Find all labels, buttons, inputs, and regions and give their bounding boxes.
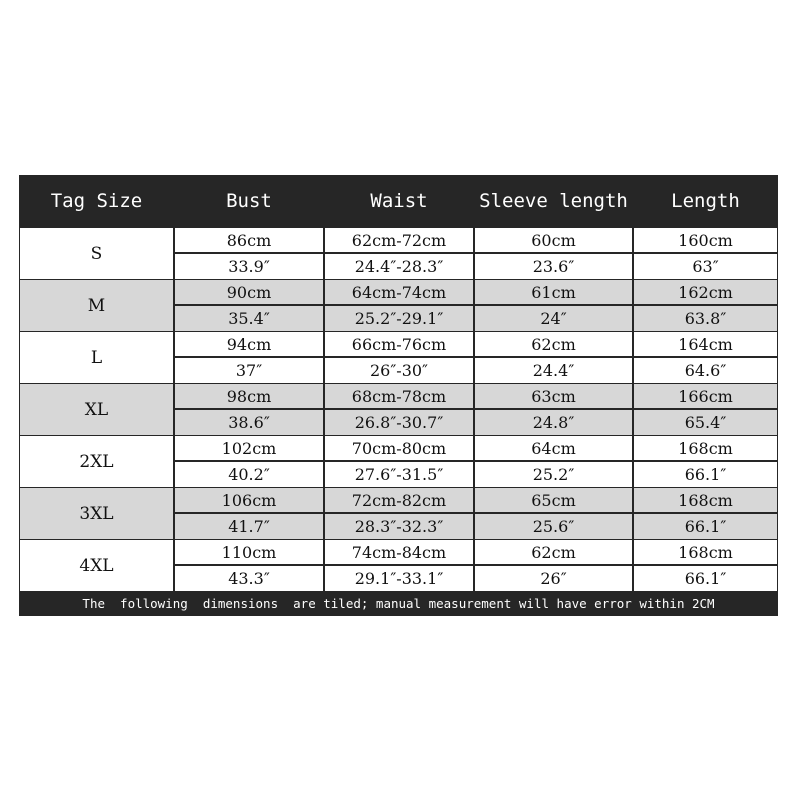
sleeve-cm-cell: 64cm	[475, 436, 632, 460]
length-cm-cell: 166cm	[634, 384, 777, 408]
header-row	[19, 175, 778, 227]
bust-cm-cell: 102cm	[175, 436, 323, 460]
bust-cm-cell: 110cm	[175, 540, 323, 564]
waist-inch-cell: 26″-30″	[325, 358, 473, 383]
waist-inch-cell: 24.4″-28.3″	[325, 254, 473, 279]
bust-cm-cell: 86cm	[175, 228, 323, 252]
length-inch-cell: 66.1″	[634, 566, 777, 591]
length-cm-cell: 168cm	[634, 540, 777, 564]
sleeve-cm-cell: 62cm	[475, 332, 632, 356]
waist-cm-cell: 68cm-78cm	[325, 384, 473, 408]
length-inch-cell: 63″	[634, 254, 777, 279]
waist-inch-cell: 25.2″-29.1″	[325, 306, 473, 331]
header-length: Length	[671, 190, 740, 212]
waist-cm-cell: 62cm-72cm	[325, 228, 473, 252]
waist-cm-cell: 70cm-80cm	[325, 436, 473, 460]
bust-cm-cell: 106cm	[175, 488, 323, 512]
tag-size-cell: 4XL	[20, 540, 173, 591]
header-bust: Bust	[226, 190, 272, 212]
sleeve-inch-cell: 25.2″	[475, 462, 632, 487]
waist-inch-cell: 28.3″-32.3″	[325, 514, 473, 539]
sleeve-cm-cell: 60cm	[475, 228, 632, 252]
bust-cm-cell: 94cm	[175, 332, 323, 356]
bust-inch-cell: 38.6″	[175, 410, 323, 435]
length-cm-cell: 160cm	[634, 228, 777, 252]
tag-size-cell: S	[20, 228, 173, 279]
waist-cm-cell: 72cm-82cm	[325, 488, 473, 512]
size-chart-table	[19, 175, 778, 616]
sleeve-cm-cell: 63cm	[475, 384, 632, 408]
bust-inch-cell: 37″	[175, 358, 323, 383]
tag-size-cell: XL	[20, 384, 173, 435]
length-inch-cell: 64.6″	[634, 358, 777, 383]
waist-cm-cell: 74cm-84cm	[325, 540, 473, 564]
length-cm-cell: 162cm	[634, 280, 777, 304]
tag-size-cell: L	[20, 332, 173, 383]
bust-inch-cell: 35.4″	[175, 306, 323, 331]
bust-inch-cell: 43.3″	[175, 566, 323, 591]
tag-size-cell: 3XL	[20, 488, 173, 539]
length-inch-cell: 66.1″	[634, 514, 777, 539]
waist-inch-cell: 29.1″-33.1″	[325, 566, 473, 591]
header-sleeve-length: Sleeve length	[479, 190, 628, 212]
length-inch-cell: 63.8″	[634, 306, 777, 331]
table-row	[20, 436, 777, 487]
sleeve-cm-cell: 65cm	[475, 488, 632, 512]
sleeve-inch-cell: 24″	[475, 306, 632, 331]
bust-inch-cell: 41.7″	[175, 514, 323, 539]
bust-inch-cell: 33.9″	[175, 254, 323, 279]
header-waist: Waist	[370, 190, 428, 212]
footer-note: The following dimensions are tiled; manual measurement will have error within 2CM	[82, 596, 715, 611]
table-row	[20, 280, 777, 331]
sleeve-cm-cell: 62cm	[475, 540, 632, 564]
tag-size-cell: M	[20, 280, 173, 331]
bust-inch-cell: 40.2″	[175, 462, 323, 487]
header-tag-size: Tag Size	[50, 190, 143, 212]
sleeve-cm-cell: 61cm	[475, 280, 632, 304]
tag-size-cell: 2XL	[20, 436, 173, 487]
table-row	[20, 488, 777, 539]
table-row	[20, 228, 777, 279]
length-cm-cell: 164cm	[634, 332, 777, 356]
sleeve-inch-cell: 25.6″	[475, 514, 632, 539]
length-cm-cell: 168cm	[634, 488, 777, 512]
table-row	[20, 384, 777, 435]
sleeve-inch-cell: 26″	[475, 566, 632, 591]
table-row	[20, 332, 777, 383]
waist-cm-cell: 64cm-74cm	[325, 280, 473, 304]
length-inch-cell: 65.4″	[634, 410, 777, 435]
table-row	[20, 540, 777, 591]
sleeve-inch-cell: 24.4″	[475, 358, 632, 383]
bust-cm-cell: 90cm	[175, 280, 323, 304]
waist-cm-cell: 66cm-76cm	[325, 332, 473, 356]
waist-inch-cell: 26.8″-30.7″	[325, 410, 473, 435]
waist-inch-cell: 27.6″-31.5″	[325, 462, 473, 487]
bust-cm-cell: 98cm	[175, 384, 323, 408]
length-cm-cell: 168cm	[634, 436, 777, 460]
length-inch-cell: 66.1″	[634, 462, 777, 487]
sleeve-inch-cell: 23.6″	[475, 254, 632, 279]
sleeve-inch-cell: 24.8″	[475, 410, 632, 435]
